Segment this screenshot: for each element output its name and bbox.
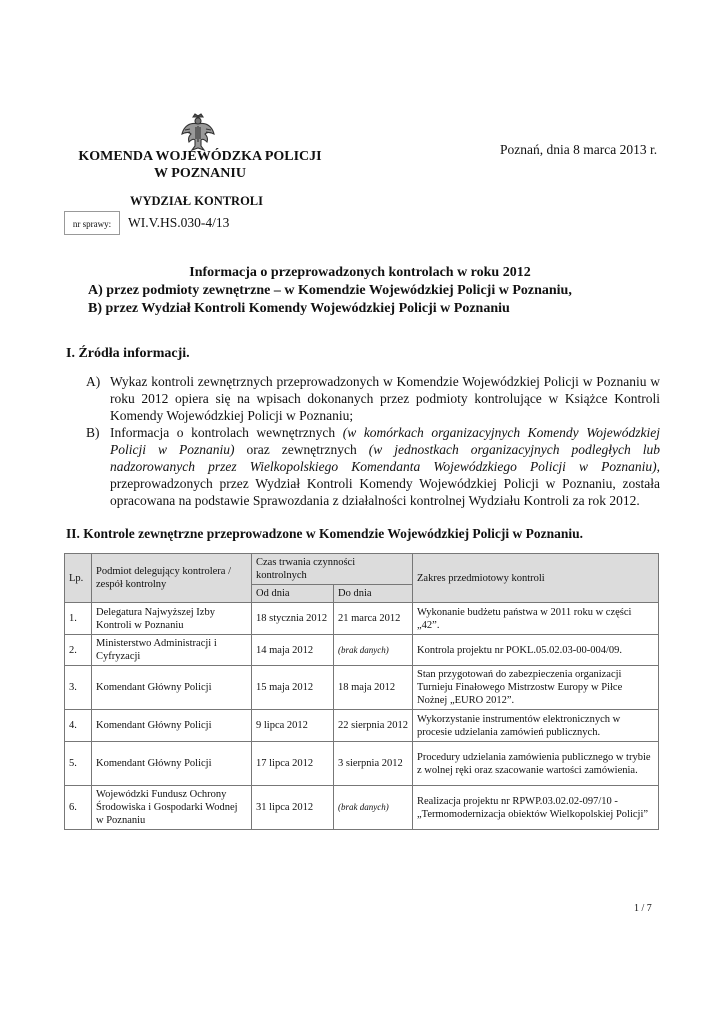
cell-from: 9 lipca 2012 (252, 710, 334, 742)
cell-from: 15 maja 2012 (252, 666, 334, 710)
cell-lp: 5. (65, 742, 92, 786)
department-name: WYDZIAŁ KONTROLI (130, 194, 264, 208)
header-scope: Zakres przedmiotowy kontroli (413, 554, 659, 603)
list-item-text-part-3: , przeprowadzonych przez Wydział Kontroli Komendy Wojewódzkiej Policji w Poznaniu, została opracowana na podstawie Sprawozdania z działalności kontrolnej Wydziału Kontroli za rok 2012. (110, 459, 660, 508)
cell-lp: 6. (65, 786, 92, 830)
cell-scope: Procedury udzielania zamówienia publicznego w trybie z wolnej ręki oraz szacowanie wartości zamówienia. (413, 742, 659, 786)
document-title (80, 264, 640, 318)
list-item-label: A) (86, 374, 101, 389)
cell-to: (brak danych) (334, 635, 413, 666)
list-item-italic-1: (w komórkach organizacyjnych Komendy Wojewódzkiej Policji w Poznaniu) (110, 425, 660, 457)
cell-scope: Stan przygotowań do zabezpieczenia organizacji Turnieju Finałowego Mistrzostw Europy w Piłce Nożnej „EURO 2012”. (413, 666, 659, 710)
cell-entity: Komendant Główny Policji (92, 710, 252, 742)
header-from: Od dnia (252, 585, 334, 603)
cell-from: 18 stycznia 2012 (252, 603, 334, 635)
cell-to: (brak danych) (334, 786, 413, 830)
controls-table (64, 553, 659, 830)
cell-scope: Kontrola projektu nr POKL.05.02.03-00-004/09. (413, 635, 659, 666)
cell-scope: Wykorzystanie instrumentów elektronicznych w procesie udzielania zamówień publicznych. (413, 710, 659, 742)
cell-entity: Ministerstwo Administracji i Cyfryzacji (92, 635, 252, 666)
list-item-text: Wykaz kontroli zewnętrznych przeprowadzonych w Komendzie Wojewódzkiej Policji w Poznaniu w roku 2012 opiera się na wpisach dokonanych przez podmioty kontrolujące w Książce Kontroli Komendy Wojewódzkiej Policji w Poznaniu; (110, 374, 660, 423)
cell-scope: Wykonanie budżetu państwa w 2011 roku w części „42”. (413, 603, 659, 635)
section-2-heading: II. Kontrole zewnętrzne przeprowadzone w Komendzie Wojewódzkiej Policji w Poznaniu. (66, 526, 584, 541)
organization-line-1: KOMENDA WOJEWÓDZKA POLICJI (78, 149, 322, 164)
cell-from: 17 lipca 2012 (252, 742, 334, 786)
organization-name (60, 148, 340, 182)
cell-lp: 4. (65, 710, 92, 742)
title-item-a: A) przez podmioty zewnętrzne – w Komendzie Wojewódzkiej Policji w Poznaniu, (88, 283, 572, 298)
table-row (65, 635, 659, 666)
cell-entity: Komendant Główny Policji (92, 666, 252, 710)
header-entity: Podmiot delegujący kontrolera / zespół kontrolny (92, 554, 252, 603)
section-1-heading: I. Źródła informacji. (66, 346, 190, 361)
title-line-1: Informacja o przeprowadzonych kontrolach w roku 2012 (189, 265, 531, 280)
cell-lp: 2. (65, 635, 92, 666)
sources-list (86, 373, 660, 509)
table-row (65, 666, 659, 710)
cell-to: 18 maja 2012 (334, 666, 413, 710)
title-item-b: B) przez Wydział Kontroli Komendy Wojewódzkiej Policji w Poznaniu (88, 301, 510, 316)
eagle-emblem-icon (180, 112, 216, 152)
list-item-italic-2: (w jednostkach organizacyjnych podległych lub nadzorowanych przez Wielkopolskiego Komendanta Wojewódzkiego Policji w Poznaniu) (110, 442, 661, 474)
cell-to: 3 sierpnia 2012 (334, 742, 413, 786)
cell-to: 22 sierpnia 2012 (334, 710, 413, 742)
case-number-value: WI.V.HS.030-4/13 (128, 215, 230, 230)
header-lp: Lp. (65, 554, 92, 603)
header-to: Do dnia (334, 585, 413, 603)
cell-entity: Wojewódzki Fundusz Ochrony Środowiska i Gospodarki Wodnej w Poznaniu (92, 786, 252, 830)
cell-to: 21 marca 2012 (334, 603, 413, 635)
cell-scope: Realizacja projektu nr RPWP.03.02.02-097/10 - „Termomodernizacja obiektów Wielkopolskiej Policji” (413, 786, 659, 830)
case-number-label: nr sprawy: (64, 211, 120, 235)
page-number: 1 / 7 (634, 903, 652, 914)
cell-entity: Delegatura Najwyższej Izby Kontroli w Poznaniu (92, 603, 252, 635)
cell-entity: Komendant Główny Policji (92, 742, 252, 786)
organization-line-2: W POZNANIU (154, 166, 246, 181)
header-duration: Czas trwania czynności kontrolnych (252, 554, 413, 585)
place-date: Poznań, dnia 8 marca 2013 r. (500, 142, 658, 157)
cell-lp: 1. (65, 603, 92, 635)
list-item (86, 424, 660, 509)
table-row (65, 742, 659, 786)
table-row (65, 786, 659, 830)
cell-from: 14 maja 2012 (252, 635, 334, 666)
list-item-text-part-1: Informacja o kontrolach wewnętrznych (110, 425, 343, 440)
cell-lp: 3. (65, 666, 92, 710)
table-row (65, 710, 659, 742)
cell-from: 31 lipca 2012 (252, 786, 334, 830)
table-row (65, 603, 659, 635)
list-item-text-part-2: oraz zewnętrznych (234, 442, 369, 457)
list-item (86, 373, 660, 424)
list-item-label: B) (86, 425, 100, 440)
